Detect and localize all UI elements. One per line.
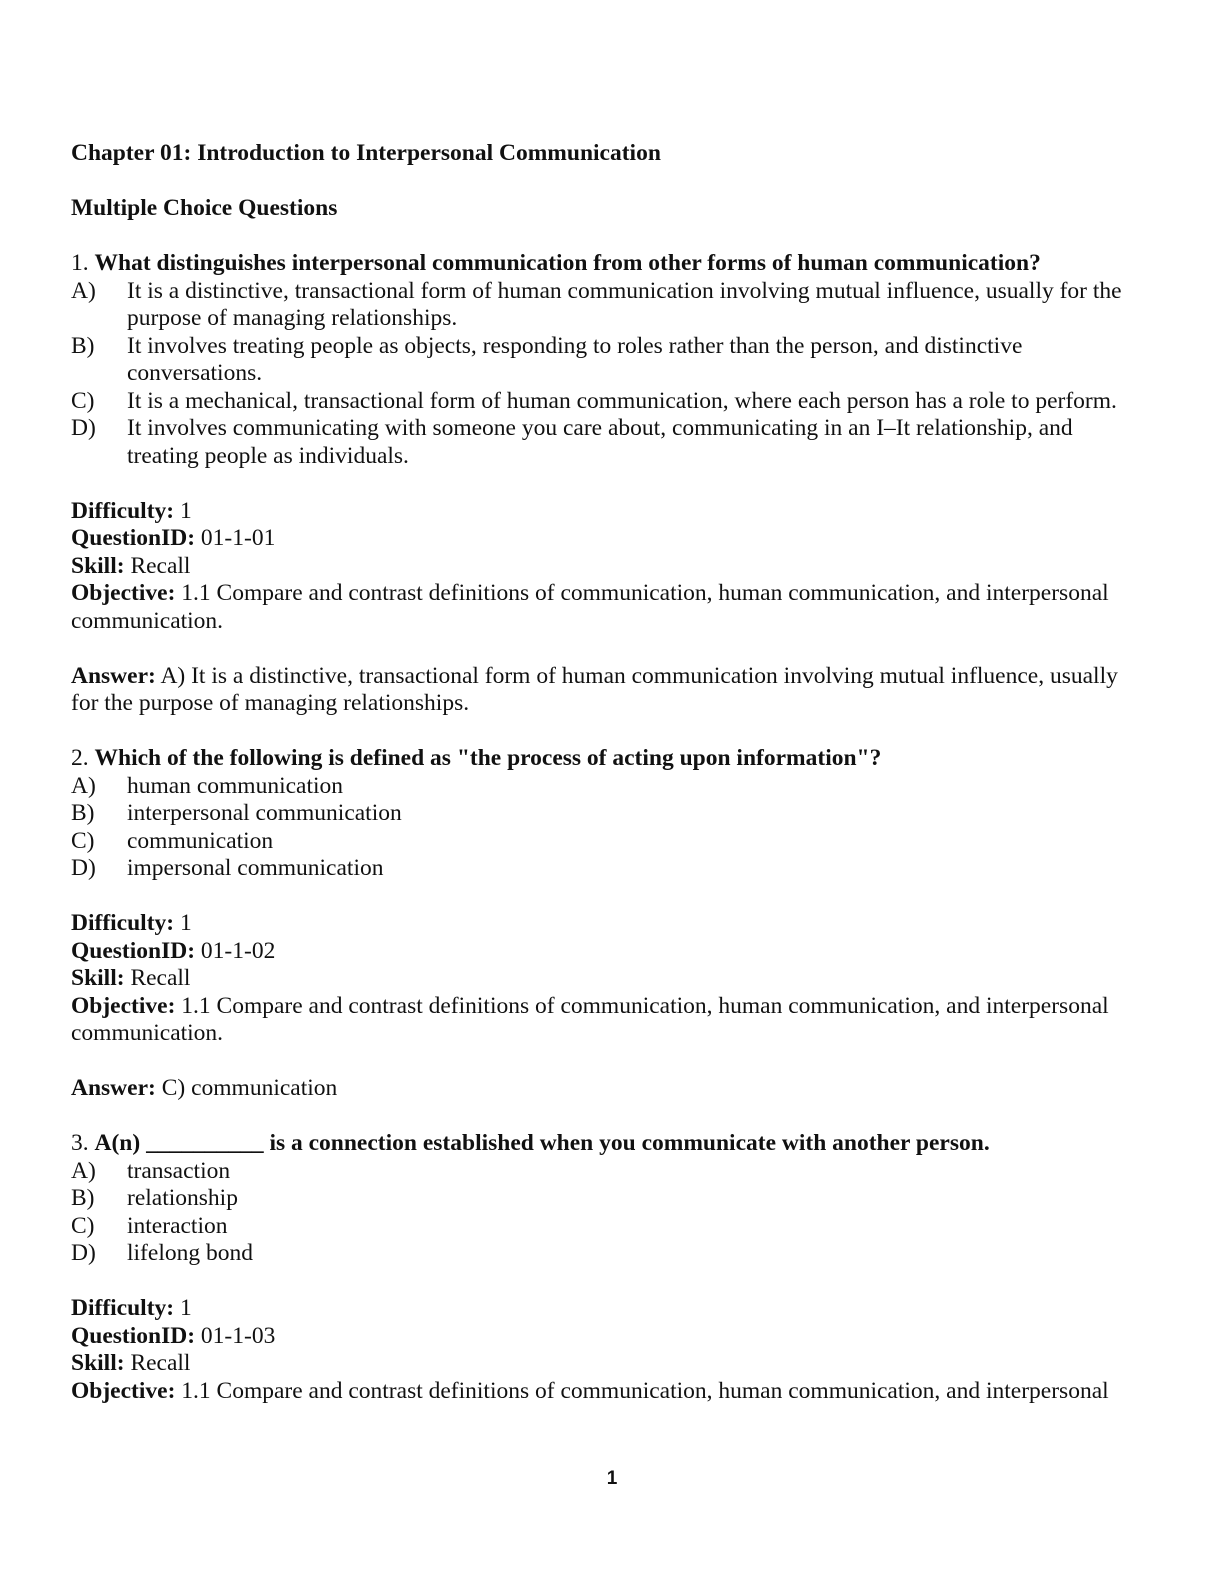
question-3 — [71, 1130, 1146, 1405]
question-id-value: 01-1-02 — [200, 937, 276, 964]
question-id-label: QuestionID: — [71, 937, 196, 964]
option-b — [71, 1185, 1146, 1213]
option-text: relationship — [127, 1185, 238, 1211]
answer-label: Answer: — [71, 662, 156, 689]
objective-value: 1.1 Compare and contrast definitions of communication, human communication, and interpersonal communication. — [71, 992, 1109, 1046]
skill-value: Recall — [130, 552, 191, 579]
difficulty-label: Difficulty: — [71, 497, 175, 524]
option-text: interaction — [127, 1212, 228, 1239]
difficulty-label: Difficulty: — [71, 1295, 175, 1321]
option-c — [71, 828, 1146, 856]
objective-label: Objective: — [71, 992, 176, 1019]
option-letter: C) — [71, 827, 95, 854]
skill-value: Recall — [130, 1350, 191, 1376]
option-letter: D) — [71, 855, 96, 881]
question-text: A(n) __________ is a connection established when you communicate with another person. — [94, 1130, 990, 1156]
question-text: Which of the following is defined as "the process of acting upon information"? — [94, 745, 882, 771]
option-letter: A) — [71, 277, 96, 304]
answer-label: Answer: — [71, 1075, 156, 1101]
option-text: communication — [127, 827, 274, 854]
skill-label: Skill: — [71, 552, 125, 579]
question-text: What distinguishes interpersonal communication from other forms of human communication? — [94, 250, 1041, 276]
option-letter: B) — [71, 800, 95, 826]
skill-label: Skill: — [71, 965, 125, 991]
option-text: lifelong bond — [127, 1240, 253, 1266]
option-letter: B) — [71, 1185, 95, 1211]
objective-line — [71, 580, 1146, 635]
question-number: 2. — [71, 745, 89, 771]
option-text: It is a mechanical, transactional form of human communication, where each person has a role to perform. — [127, 387, 1117, 414]
option-a — [71, 773, 1146, 801]
option-text: It involves treating people as objects, responding to roles rather than the person, and distinctive conversations. — [127, 332, 1023, 386]
option-text: human communication — [127, 772, 344, 799]
option-letter: C) — [71, 387, 95, 414]
option-d — [71, 855, 1146, 883]
option-c — [71, 388, 1146, 416]
objective-line — [71, 1378, 1146, 1406]
question-1 — [71, 250, 1146, 718]
question-id-label: QuestionID: — [71, 525, 196, 551]
option-text: transaction — [127, 1157, 231, 1184]
difficulty-line — [71, 910, 1146, 938]
question-id-value: 01-1-01 — [200, 525, 276, 551]
objective-value: 1.1 Compare and contrast definitions of communication, human communication, and interpersonal communication. — [71, 580, 1109, 634]
option-text: impersonal communication — [127, 855, 384, 881]
question-2 — [71, 745, 1146, 1103]
answer-line — [71, 1075, 1146, 1103]
difficulty-value: 1 — [180, 497, 192, 524]
skill-label: Skill: — [71, 1350, 125, 1376]
difficulty-value: 1 — [180, 910, 192, 936]
question-number: 1. — [71, 250, 89, 276]
question-meta — [71, 498, 1146, 636]
chapter-title: Chapter 01: Introduction to Interpersonal Communication — [71, 140, 661, 166]
question-id-label: QuestionID: — [71, 1322, 196, 1349]
option-d — [71, 415, 1146, 470]
question-number: 3. — [71, 1130, 89, 1156]
option-b — [71, 333, 1146, 388]
option-d — [71, 1240, 1146, 1268]
difficulty-line — [71, 1295, 1146, 1323]
objective-label: Objective: — [71, 1377, 176, 1404]
option-a — [71, 1158, 1146, 1186]
option-c — [71, 1213, 1146, 1241]
difficulty-label: Difficulty: — [71, 910, 175, 936]
option-text: It involves communicating with someone you care about, communicating in an I–It relationship, and treating people as individuals. — [127, 415, 1073, 469]
question-id-value: 01-1-03 — [200, 1322, 276, 1349]
question-id-line — [71, 938, 1146, 966]
difficulty-line — [71, 498, 1146, 526]
section-title: Multiple Choice Questions — [71, 195, 338, 221]
answer-value: C) communication — [161, 1075, 338, 1101]
answer-line — [71, 663, 1146, 718]
skill-line — [71, 553, 1146, 581]
option-text: It is a distinctive, transactional form of human communication involving mutual influence, usually for the purpose of managing relationships. — [127, 277, 1122, 331]
objective-line — [71, 993, 1146, 1048]
option-letter: A) — [71, 772, 96, 799]
skill-value: Recall — [130, 965, 191, 991]
question-meta — [71, 1295, 1146, 1405]
objective-value: 1.1 Compare and contrast definitions of communication, human communication, and interpersonal — [181, 1377, 1109, 1404]
option-text: interpersonal communication — [127, 800, 402, 826]
question-id-line — [71, 1323, 1146, 1351]
question-stem — [71, 1130, 1146, 1158]
option-letter: B) — [71, 332, 95, 359]
page-number: 1 — [606, 1468, 618, 1489]
question-meta — [71, 910, 1146, 1048]
objective-label: Objective: — [71, 580, 176, 606]
option-letter: A) — [71, 1157, 96, 1184]
option-b — [71, 800, 1146, 828]
question-stem — [71, 250, 1146, 278]
question-id-line — [71, 525, 1146, 553]
option-letter: D) — [71, 415, 96, 441]
question-stem — [71, 745, 1146, 773]
option-letter: D) — [71, 1240, 96, 1266]
option-a — [71, 278, 1146, 333]
skill-line — [71, 1350, 1146, 1378]
option-letter: C) — [71, 1212, 95, 1239]
document-body — [71, 140, 1146, 1405]
answer-value: A) It is a distinctive, transactional form of human communication involving mutual influence, usually for the purpose of managing relationships. — [71, 662, 1118, 716]
skill-line — [71, 965, 1146, 993]
difficulty-value: 1 — [180, 1295, 192, 1321]
